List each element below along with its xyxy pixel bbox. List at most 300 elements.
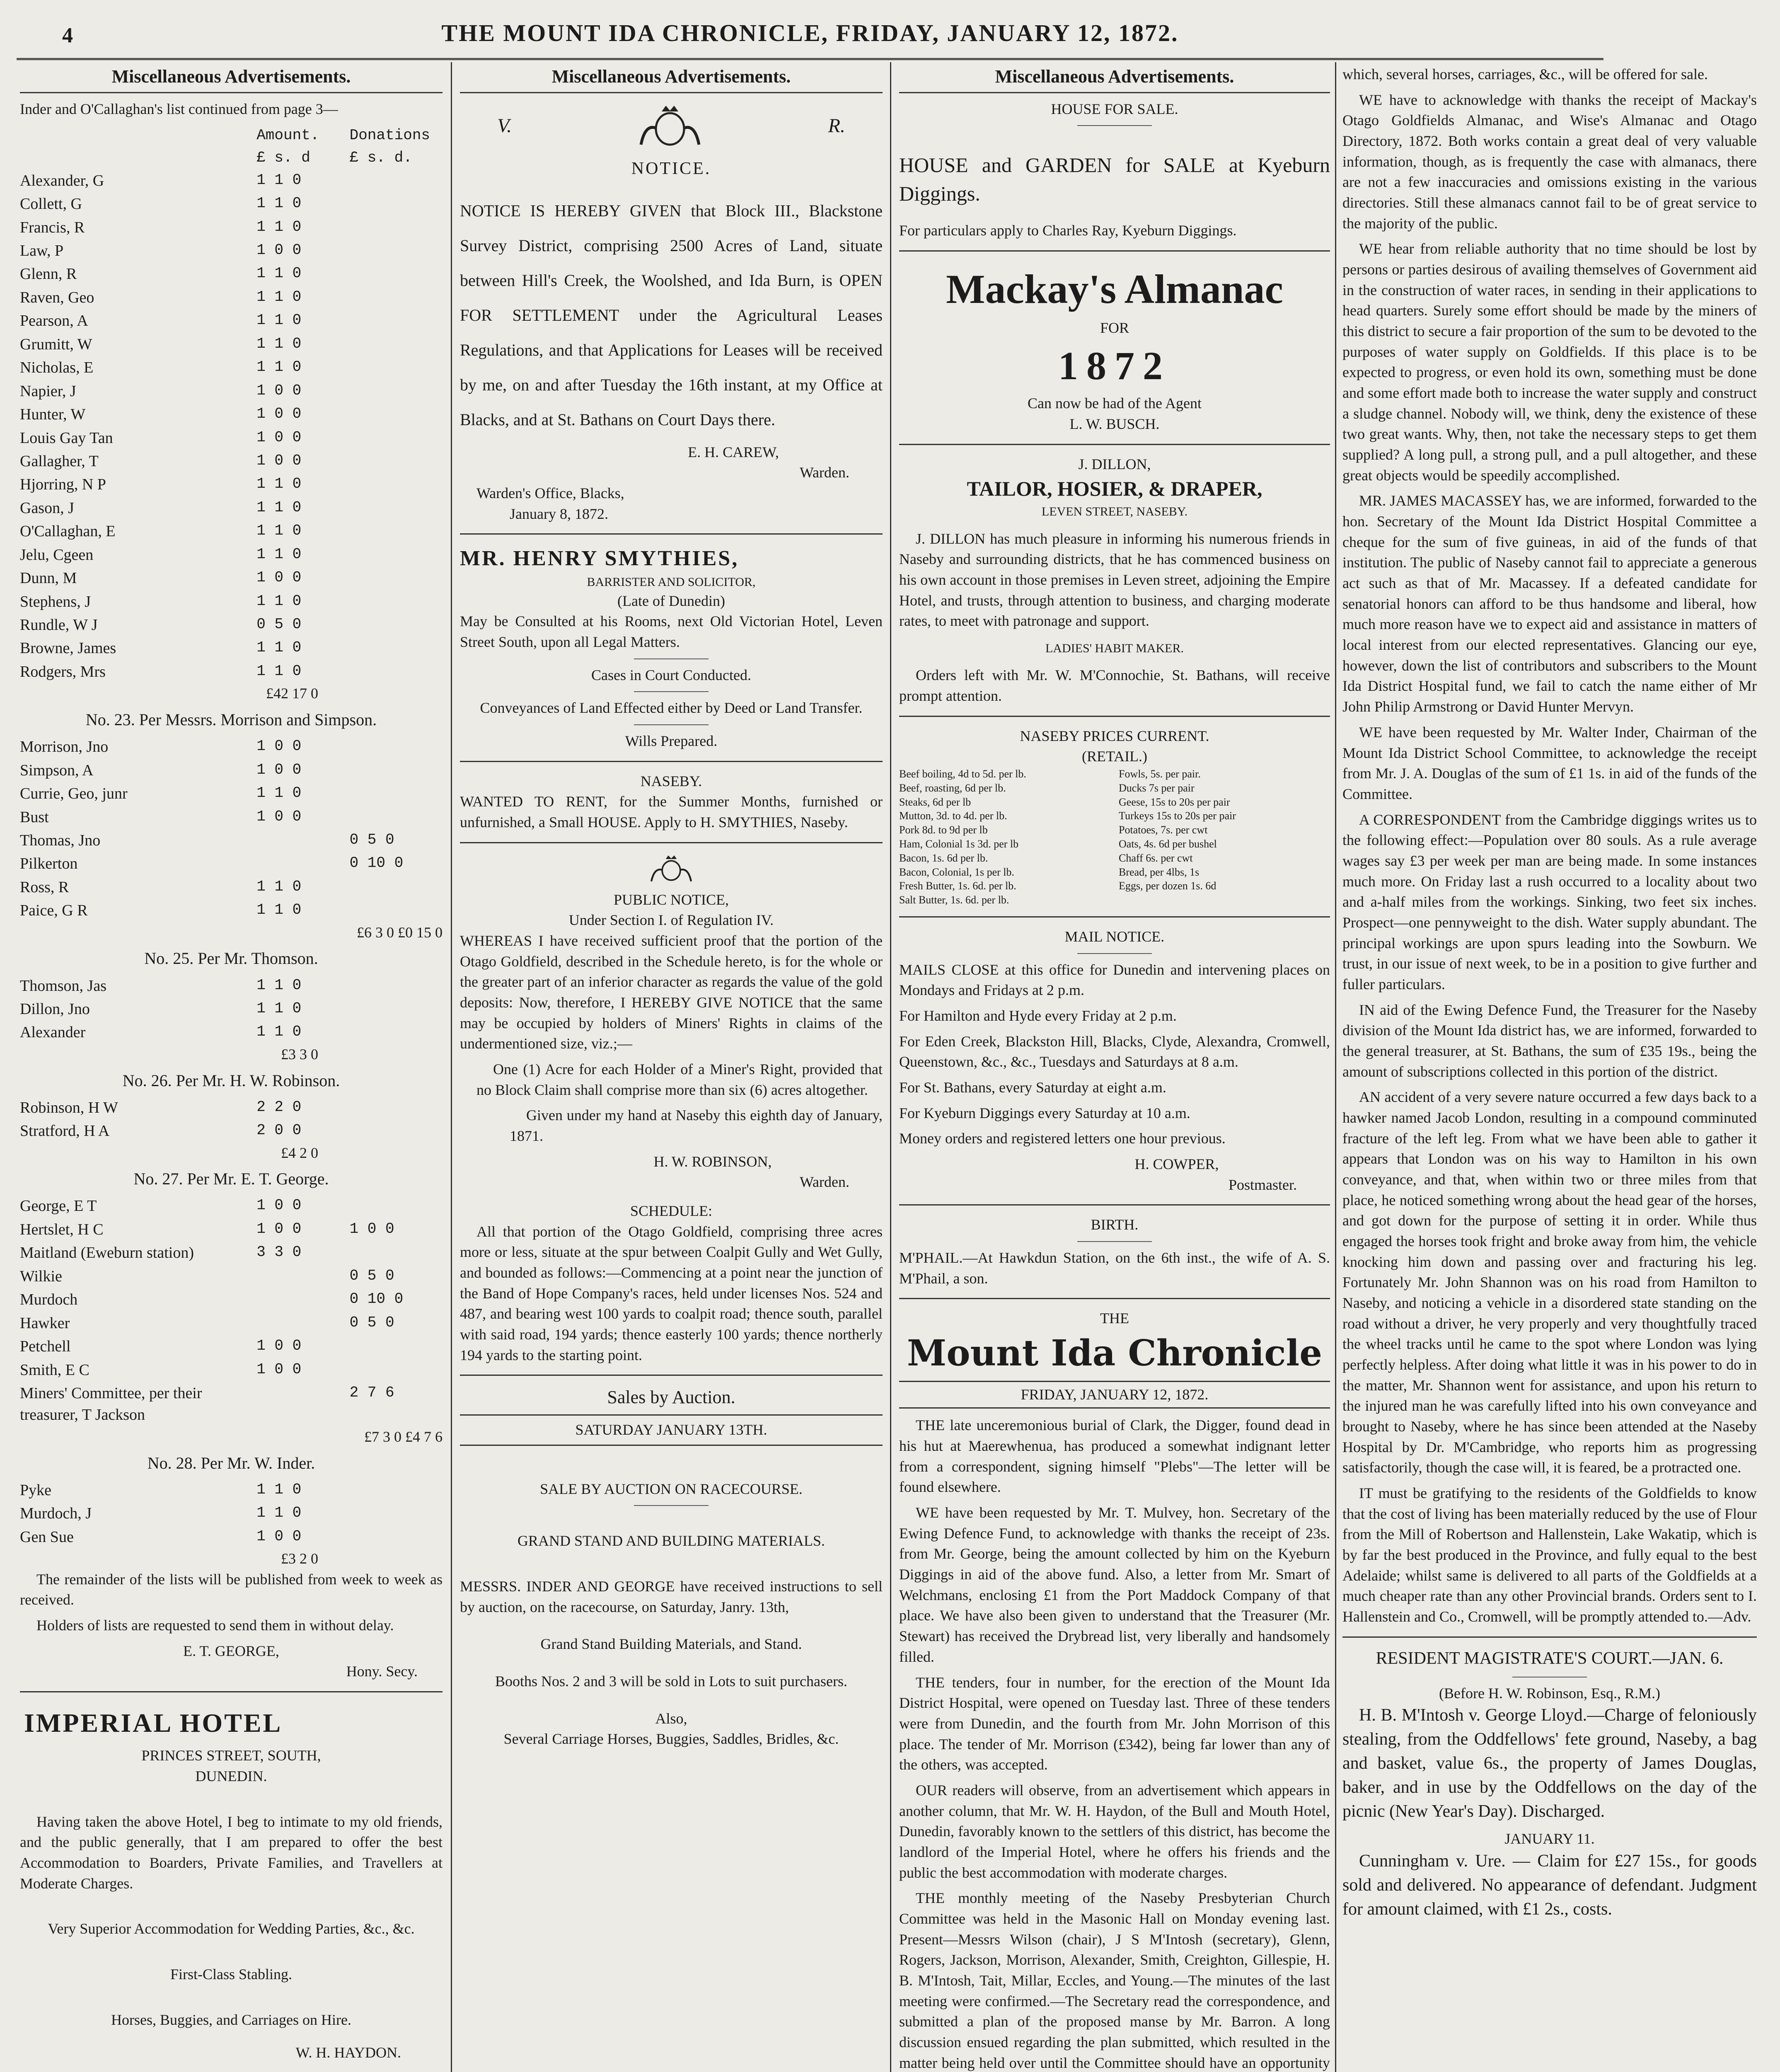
subscriber-donation: 0 5 0 <box>349 1267 394 1284</box>
auction-heading: Sales by Auction. <box>607 1387 735 1408</box>
subscriber-donation <box>350 426 443 450</box>
dillon-street: LEVEN STREET, NASEBY. <box>1041 505 1188 519</box>
subscription-row <box>20 356 443 379</box>
subscriber-amount: 1 0 0 <box>256 808 302 825</box>
almanac-year: 1872 <box>1058 343 1171 388</box>
subscriber-name: Rundle, W J <box>20 616 98 634</box>
list-total: £3 3 0 <box>281 1046 318 1063</box>
masthead <box>17 8 1603 60</box>
mail-line: For Kyeburn Diggings every Saturday at 10 a.m. <box>899 1104 1190 1121</box>
auction-grand-stand: GRAND STAND AND BUILDING MATERIALS. <box>517 1532 825 1549</box>
auction-line: Grand Stand Building Materials, and Stand. <box>540 1636 802 1653</box>
article-paragraph: OUR readers will observe, from an advertisement which appears in another column, that Mr. W. H. Haydon, of the Bull and Mouth Hotel, Dunedin, favorably known to the settlers of this district, has become the landlord of the Imperial Hotel, where he offers his friends and the public the best accommodation with moderate charges. <box>899 1782 1330 1881</box>
hotel-body: Having taken the above Hotel, I beg to intimate to my old friends, and the public generally, that I am prepared to offer the best Accommodation to Boarders, Private Families, and Travellers at Moderate Charges. <box>20 1813 443 1892</box>
mail-line: For Eden Creek, Blackston Hill, Blacks, Clyde, Alexandra, Cromwell, Queenstown, &c., &c., Tuesdays and Saturdays at 8 a.m. <box>899 1033 1330 1070</box>
subscriber-donation <box>350 782 443 805</box>
price-item: Eggs, per dozen 1s. 6d <box>1119 880 1216 892</box>
subscriber-amount: 1 0 0 <box>256 761 302 778</box>
notice-title: NOTICE. <box>631 159 711 178</box>
subscriber-name: Dillon, Jno <box>20 1000 90 1018</box>
subscriber-name: Smith, E C <box>20 1361 89 1379</box>
subscriber-amount: 1 0 0 <box>256 405 302 423</box>
subscriber-donation <box>350 1021 443 1044</box>
subscriber-donation <box>350 262 443 286</box>
subscriber-donation <box>350 1194 443 1218</box>
subscriber-amount: 1 1 0 <box>256 358 302 376</box>
dillon-name: J. DILLON, <box>1078 455 1151 472</box>
price-item: Mutton, 3d. to 4d. per lb. <box>899 810 1007 822</box>
court-before: (Before H. W. Robinson, Esq., R.M.) <box>1439 1685 1660 1702</box>
notice-office: Warden's Office, Blacks, <box>476 485 624 502</box>
court-date: JANUARY 11. <box>1504 1830 1595 1847</box>
subscriber-amount: 1 0 0 <box>256 1527 302 1545</box>
price-item: Chaff 6s. per cwt <box>1119 852 1193 864</box>
list-total: £6 3 0 £0 15 0 <box>357 924 443 941</box>
public-notice-signature: H. W. ROBINSON, <box>653 1153 772 1170</box>
subscriber-donation <box>350 566 443 590</box>
subscription-row <box>20 169 443 192</box>
subscriber-donation <box>350 590 443 613</box>
smythies-line: Cases in Court Conducted. <box>591 666 751 683</box>
smythies-role: BARRISTER AND SOLICITOR, <box>587 575 756 589</box>
subscription-row <box>20 1021 443 1044</box>
list-total: £42 17 0 <box>266 685 318 702</box>
subscriber-amount: 1 0 0 <box>256 428 302 446</box>
subscription-row <box>20 496 443 520</box>
subscriber-amount: 1 0 0 <box>256 1220 302 1237</box>
hotel-street: PRINCES STREET, SOUTH, <box>141 1747 321 1764</box>
subscription-row <box>20 239 443 262</box>
subscription-row <box>20 1382 443 1427</box>
subscription-list <box>20 735 443 922</box>
subscriber-name: O'Callaghan, E <box>20 523 116 540</box>
subscription-row <box>20 735 443 758</box>
mail-signature-title: Postmaster. <box>1228 1176 1297 1193</box>
subscriber-amount: 1 1 0 <box>256 499 302 516</box>
price-item: Steaks, 6d per lb <box>899 796 971 808</box>
subscriber-name: Currie, Geo, junr <box>20 785 128 803</box>
auction-line: Booths Nos. 2 and 3 will be sold in Lots to suit purchasers. <box>495 1673 847 1690</box>
subscription-row <box>20 1502 443 1525</box>
subscriber-name: Browne, James <box>20 639 116 657</box>
subscription-row <box>20 1218 443 1241</box>
subscriber-name: Petchell <box>20 1338 71 1356</box>
hotel-line: Horses, Buggies, and Carriages on Hire. <box>111 2011 351 2028</box>
dillon-body: J. DILLON has much pleasure in informing his numerous friends in Naseby and surrounding districts, that he has commenced business on his own account in those premises in Leven street, adjoining the Empire Hotel, and trusts, through attention to business, and charging moderate rates, to meet with patronage and support. <box>899 530 1330 629</box>
court-case: H. B. M'Intosh v. George Lloyd.—Charge of feloniously stealing, from the Oddfellows' fete ground, Naseby, a bag and basket, value 6s., the property of James Douglas, baker, and in use by the Oddfellows on the day of the picnic (New Year's Day). Discharged. <box>1342 1706 1757 1821</box>
public-notice-body: WHEREAS I have received sufficient proof that the portion of the Otago Goldfield, described in the Schedule hereto, is for the whole or the greater part of an inferior character as regards the value of the gold deposits: Now, therefore, I HEREBY GIVE NOTICE that the same may be occupied by holders of Miners' Rights in claims of the undermentioned size, viz.;— <box>460 932 883 1052</box>
price-item: Ham, Colonial 1s 3d. per lb <box>899 838 1019 850</box>
masthead-title: THE MOUNT IDA CHRONICLE, FRIDAY, JANUARY 12, 1872. <box>441 19 1179 46</box>
subscription-row <box>20 829 443 852</box>
royal-crest-icon <box>633 103 707 149</box>
subscriber-name: Paice, G R <box>20 902 88 920</box>
subscription-row <box>20 660 443 683</box>
subscriber-donation <box>350 543 443 566</box>
price-item: Ducks 7s per pair <box>1119 782 1195 794</box>
subscriber-amount: 1 1 0 <box>256 901 302 919</box>
column-3 <box>899 64 1330 2072</box>
subscriber-donation <box>350 169 443 192</box>
house-apply: For particulars apply to Charles Ray, Kyeburn Diggings. <box>899 222 1237 239</box>
subscription-row <box>20 1312 443 1335</box>
subscriber-donation <box>350 216 443 239</box>
prices-heading: NASEBY PRICES CURRENT. <box>1020 727 1209 744</box>
subscription-row <box>20 1194 443 1218</box>
column-1 <box>20 64 443 2072</box>
subscriber-donation <box>350 403 443 426</box>
subscriber-name: Pearson, A <box>20 312 88 330</box>
schedule-heading: SCHEDULE: <box>630 1202 712 1219</box>
subscriber-name: Dunn, M <box>20 569 77 587</box>
remainder-note: The remainder of the lists will be published from week to week as received. <box>20 1571 443 1608</box>
subscription-table-header: Amount. Donations £ s. d £ s. d. <box>20 124 443 169</box>
article-paragraph: IN aid of the Ewing Defence Fund, the Treasurer for the Naseby division of the Mount Ida district has, we are informed, forwarded to the general treasurer, at St. Bathans, the sum of £35 19s., being the amount of subscriptions collected in this portion of the district. <box>1342 1001 1757 1080</box>
subscriber-name: Stephens, J <box>20 593 91 610</box>
subscription-row <box>20 759 443 782</box>
public-notice-item: One (1) Acre for each Holder of a Miner's Right, provided that no Block Claim shall comprise more than six (6) acres altogether. <box>476 1060 883 1098</box>
prices-right <box>1119 767 1330 907</box>
subscription-row <box>20 782 443 805</box>
public-notice-given: Given under my hand at Naseby this eighth day of January, 1871. <box>510 1107 883 1144</box>
almanac-had: Can now be had of the Agent <box>1028 395 1202 412</box>
house-heading: HOUSE FOR SALE. <box>1051 100 1178 117</box>
subscriber-name: Hawker <box>20 1314 70 1332</box>
paper-date: FRIDAY, JANUARY 12, 1872. <box>1021 1386 1209 1403</box>
subscription-row <box>20 852 443 875</box>
dillon-trade: TAILOR, HOSIER, & DRAPER, <box>967 477 1262 501</box>
subscriber-amount: 3 3 0 <box>256 1244 302 1261</box>
auction-also: Also, <box>655 1710 687 1727</box>
price-item: Bread, per 4lbs, 1s <box>1119 866 1200 878</box>
subscriber-donation <box>350 876 443 899</box>
article-paragraph: WE have to acknowledge with thanks the receipt of Mackay's Otago Goldfields Almanac, and Wise's Almanac and Otago Directory, 1872. Both works contain a great deal of very valuable information, though, as is frequently the case with almanacs, there are not a few inaccuracies and omissions existing in the various directories. Still these almanacs cannot fail to be of great service to the majority of the public. <box>1342 91 1757 232</box>
column-4 <box>1342 64 1757 2072</box>
hotel-city: DUNEDIN. <box>195 1768 267 1785</box>
birth-body: M'PHAIL.—At Hawkdun Station, on the 6th inst., the wife of A. S. M'Phail, a son. <box>899 1249 1330 1287</box>
subscriber-donation <box>350 239 443 262</box>
subscriber-amount: 1 1 0 <box>256 522 302 540</box>
price-item: Oats, 4s. 6d per bushel <box>1119 838 1217 850</box>
subscriber-name: Collett, G <box>20 195 82 213</box>
subscription-row <box>20 286 443 309</box>
subscriber-donation: 0 5 0 <box>349 831 394 848</box>
subscription-row <box>20 1358 443 1382</box>
subscription-list <box>20 1194 443 1426</box>
price-item: Salt Butter, 1s. 6d. per lb. <box>899 894 1009 906</box>
mail-signature: H. COWPER, <box>1134 1156 1219 1173</box>
subscriber-amount: 1 0 0 <box>256 1360 302 1378</box>
smythies-line: Conveyances of Land Effected either by Deed or Land Transfer. <box>480 700 863 716</box>
subscriber-donation: 0 5 0 <box>349 1314 394 1331</box>
subscriber-amount: 1 1 0 <box>256 171 302 189</box>
subscription-row <box>20 1265 443 1288</box>
subscriber-amount: 1 1 0 <box>256 475 302 493</box>
subscription-row <box>20 1241 443 1264</box>
subscriber-name: Maitland (Eweburn station) <box>20 1244 194 1262</box>
public-notice-sub: Under Section I. of Regulation IV. <box>568 912 774 929</box>
almanac-title: Mackay's Almanac <box>946 266 1283 312</box>
court-case: Cunningham v. Ure. — Claim for £27 15s., for goods sold and delivered. No appearance of defendant. Judgment for amount claimed, with £1 2s., costs. <box>1342 1851 1757 1919</box>
subscriber-name: Alexander, G <box>20 172 104 189</box>
price-item: Bacon, 1s. 6d per lb. <box>899 852 988 864</box>
subscription-row <box>20 1096 443 1119</box>
subscription-list <box>20 1479 443 1549</box>
article-paragraph: THE tenders, four in number, for the erection of the Mount Ida District Hospital, were opened on Tuesday last. Three of these tenders were from Dunedin, and the fourth from Mr. John Morrison of this place. The tender of Mr. Morrison (£342), being far lower than any of the others, was accepted. <box>899 1674 1330 1773</box>
subscriber-amount: 0 5 0 <box>256 616 302 633</box>
subscriber-donation <box>350 356 443 379</box>
price-item: Pork 8d. to 9d per lb <box>899 824 988 836</box>
subscriber-name: Robinson, H W <box>20 1099 118 1116</box>
subscriber-amount: 1 1 0 <box>256 195 302 212</box>
auction-date: SATURDAY JANUARY 13TH. <box>575 1421 767 1438</box>
subscriber-donation <box>350 637 443 660</box>
list-intro: Inder and O'Callaghan's list continued from page 3— <box>20 100 338 117</box>
subscriber-donation <box>350 1096 443 1119</box>
subscriber-donation: 0 10 0 <box>349 854 404 872</box>
subscription-row <box>20 1119 443 1143</box>
subscriber-name: Gen Sue <box>20 1528 74 1546</box>
subscriber-name: Napier, J <box>20 382 76 400</box>
public-notice-signature-title: Warden. <box>799 1174 849 1191</box>
subscriber-donation <box>350 1358 443 1382</box>
subscriber-donation <box>350 759 443 782</box>
list-total: £3 2 0 <box>281 1550 318 1567</box>
column-heading: Miscellaneous Advertisements. <box>20 64 443 93</box>
subscription-row <box>20 566 443 590</box>
subscription-row <box>20 637 443 660</box>
page-number: 4 <box>62 24 74 47</box>
subscriber-donation <box>350 613 443 637</box>
subscriber-amount: 1 0 0 <box>256 242 302 259</box>
smythies-title: MR. HENRY SMYTHIES, <box>460 547 739 571</box>
subscriber-name: Law, P <box>20 242 64 260</box>
column-2 <box>460 64 883 2072</box>
notice-body: NOTICE IS HEREBY GIVEN that Block III., Blackstone Survey District, comprising 2500 Acres of Land, situate between Hill's Creek, the Woolshed, and Ida Burn, is OPEN FOR SETTLEMENT under the Agricultural Leases Regulations, and that Applications for Leases will be received by me, on and after Tuesday the 16th instant, at my Office at Blacks, and at St. Bathans on Court Days there. <box>460 201 883 429</box>
subscription-row <box>20 613 443 637</box>
subscription-row <box>20 1288 443 1311</box>
almanac-for: FOR <box>1100 320 1129 336</box>
article-paragraph: WE hear from reliable authority that no time should be lost by persons or parties desirous of availing themselves of Government aid in the construction of water races, in sending in their applications to head quarters. Surely some effort should be made by the miners of this district to secure a fair proportion of the sum to be devoted to the purposes of water supply on Goldfields. If this place is to be expected to progress, or even hold its own, something must be done and some effort made both to increase the water supply and construct a sludge channel. Nobody will, we think, deny the existence of these two great wants. Why, then, not take the necessary steps to get them supplied? A long pull, a strong pull, and a pull altogether, and these great objects would be speedily accomplished. <box>1342 240 1757 484</box>
subscriber-donation <box>350 660 443 683</box>
subscription-row <box>20 806 443 829</box>
article-paragraph: WE have been requested by Mr. T. Mulvey, hon. Secretary of the Ewing Defence Fund, to acknowledge with thanks the receipt of 23s. from Mr. George, being the amount collected by him on the Kyeburn Diggings in aid of the above fund. Also, a letter from Mr. Smart of Welchmans, enclosing £1 from the Port Maddock Company of that place. We have also been given to understand that the Treasurer (Mr. Stewart) has received the Drybread list, very liberally and handsomely filled. <box>899 1504 1330 1665</box>
subscription-row <box>20 543 443 566</box>
subscriber-name: Hunter, W <box>20 406 86 424</box>
price-item: Turkeys 15s to 20s per pair <box>1119 810 1236 822</box>
list-total: £4 2 0 <box>281 1144 318 1161</box>
dillon-habit: LADIES' HABIT MAKER. <box>1045 641 1184 655</box>
subscription-list <box>20 974 443 1044</box>
auction-body: MESSRS. INDER AND GEORGE have received instructions to sell by auction, on the racecourse, on Saturday, Janry. 13th, <box>460 1578 883 1615</box>
article-paragraph: IT must be gratifying to the residents of the Goldfields to know that the cost of living has been materially reduced by the use of Flour from the Mill of Robertson and Hallenstein, Lake Wakatip, which is by far the best produced in the Province, and fully equal to the best Adelaide; whilst same is delivered to all parts of the Goldfields at a much cheaper rate than any other Provincial brands. Orders sent to I. Hallenstein and Co., Cromwell, will be promptly attended to.—Adv. <box>1342 1485 1757 1625</box>
subscriber-name: Murdoch <box>20 1291 78 1309</box>
subscriber-amount <box>256 852 349 875</box>
signature-title: Hony. Secy. <box>346 1663 418 1680</box>
wanted-body: WANTED TO RENT, for the Summer Months, furnished or unfurnished, a Small HOUSE. Apply to H. SMYTHIES, Naseby. <box>460 793 883 830</box>
subscriber-amount <box>256 829 349 852</box>
subscriber-amount: 1 0 0 <box>256 1337 302 1355</box>
subscriber-donation: 0 10 0 <box>349 1290 404 1308</box>
subscriber-amount: 1 0 0 <box>256 452 302 469</box>
subscription-row <box>20 333 443 356</box>
subscriber-donation <box>350 496 443 520</box>
mail-line: MAILS CLOSE at this office for Dunedin and intervening places on Mondays and Fridays at 2 p.m. <box>899 961 1330 999</box>
amount-header: Amount. <box>256 127 319 144</box>
subscriber-name: Grumitt, W <box>20 335 92 353</box>
subscriber-donation <box>350 309 443 332</box>
subscriber-name: Pilkerton <box>20 855 78 873</box>
subscriber-amount <box>256 1312 349 1335</box>
subscriber-amount: 1 1 0 <box>256 878 302 895</box>
subscription-row <box>20 1479 443 1502</box>
subscription-row <box>20 876 443 899</box>
column-rule <box>1335 62 1336 2072</box>
subscriber-amount: 1 1 0 <box>256 976 302 994</box>
subscriber-name: Thomas, Jno <box>20 831 101 849</box>
subscription-row <box>20 473 443 496</box>
list-heading: No. 25. Per Mr. Thomson. <box>144 949 318 968</box>
subscription-row <box>20 262 443 286</box>
signature-name: E. T. GEORGE, <box>183 1642 279 1659</box>
price-item: Fresh Butter, 1s. 6d. per lb. <box>899 880 1016 892</box>
price-item: Beef boiling, 4d to 5d. per lb. <box>899 768 1026 780</box>
subscriber-amount <box>256 1265 349 1288</box>
smythies-late: (Late of Dunedin) <box>617 592 725 609</box>
public-notice-title: PUBLIC NOTICE, <box>614 891 729 908</box>
hotel-line: Very Superior Accommodation for Wedding Parties, &c., &c. <box>48 1920 415 1937</box>
subscriber-amount: 1 0 0 <box>256 738 302 755</box>
subscriber-donation <box>350 192 443 215</box>
subscriber-amount: 1 1 0 <box>256 288 302 305</box>
royal-crest-icon <box>634 852 709 886</box>
subscriber-name: Simpson, A <box>20 761 94 779</box>
subscription-row <box>20 426 443 450</box>
mail-line: Money orders and registered letters one hour previous. <box>899 1130 1226 1147</box>
article-paragraph: WE have been requested by Mr. Walter Inder, Chairman of the Mount Ida District School Committee, to acknowledge the receipt from Mr. J. A. Douglas of the sum of £1 1s. in aid of the funds of the Committee. <box>1342 724 1757 802</box>
price-item: Geese, 15s to 20s per pair <box>1119 796 1230 808</box>
notice-date: January 8, 1872. <box>510 505 608 522</box>
subscriber-donation <box>350 1502 443 1525</box>
prices-subheading: (RETAIL.) <box>1081 748 1148 765</box>
subscriber-name: George, E T <box>20 1197 97 1215</box>
subscriber-donation <box>350 380 443 403</box>
subscriber-donation: 1 0 0 <box>349 1220 394 1237</box>
hotel-line: First-Class Stabling. <box>170 1966 293 1983</box>
subscription-list <box>20 1096 443 1143</box>
list-heading: No. 27. Per Mr. E. T. George. <box>133 1169 329 1188</box>
subscriber-donation <box>350 473 443 496</box>
subscriber-amount: 1 1 0 <box>256 1481 302 1498</box>
column-heading: Miscellaneous Advertisements. <box>460 64 883 93</box>
subscriber-amount: 1 1 0 <box>256 335 302 352</box>
subscriber-amount: 1 0 0 <box>256 1197 302 1214</box>
price-item: Beef, roasting, 6d per lb. <box>899 782 1006 794</box>
price-item: Potatoes, 7s. per cwt <box>1119 824 1208 836</box>
list-heading: No. 26. Per Mr. H. W. Robinson. <box>122 1071 340 1090</box>
auction-racecourse: SALE BY AUCTION ON RACECOURSE. <box>540 1480 803 1497</box>
dillon-orders: Orders left with Mr. W. M'Connochie, St. Bathans, will receive prompt attention. <box>899 667 1330 704</box>
subscriber-name: Thomson, Jas <box>20 977 106 995</box>
subscriber-amount <box>256 1288 349 1311</box>
list-total: £7 3 0 £4 7 6 <box>364 1428 443 1445</box>
subscriber-name: Jelu, Cgeen <box>20 546 94 564</box>
mail-line: For St. Bathans, every Saturday at eight a.m. <box>899 1079 1166 1096</box>
article-paragraph: A CORRESPONDENT from the Cambridge diggings writes us to the following effect:—Population over 80 souls. As a rule average wages say £3 per week per man are being made. In some instances much more. On Friday last a rush occurred to a locality about two and a-half miles from the workings. Sinking, two feet six inches. Prospect—one pennyweight to the dish. Water supply abundant. The principal workings are upon spurs leading into the Sowburn. We trust, in our issue of next week, to be in a position to give further and fuller particulars. <box>1342 811 1757 992</box>
subscription-list <box>20 169 443 684</box>
article-paragraph: AN accident of a very severe nature occurred a few days back to a hawker named Jacob London, resulting in a compound comminuted fracture of the left leg. From what we have been able to gather it appears that London was on his way to Hamilton in his own conveyance, and that, when within two or three miles from that place, he noticed something wrong about the head gear of the horses, and got down for the purpose of setting it in order. While thus engaged the horses took fright and broke away from him, the vehicle knocking him down and passing over and fracturing his leg. Fortunately Mr. John Shannon was on his road from Hamilton to Naseby, and noticing a vehicle in a disordered state standing on the road without a driver, he very properly and very thoughtfully traced the wheel tracks until he came to the spot where London was lying perfectly helpless. After doing what little it was in his power to do in the matter, Mr. Shannon went for assistance, and upon his return to the injured man he was carefully lifted into his own conveyance and brought to Naseby, where he has since been attended at the Naseby Hospital by Dr. M'Cambridge, who reports him as progressing satisfactorily, though the case will, it is feared, be a protracted one. <box>1342 1089 1757 1476</box>
subscriber-amount: 1 0 0 <box>256 569 302 586</box>
subscription-row <box>20 1525 443 1549</box>
subscriber-amount: 1 1 0 <box>256 639 302 656</box>
subscriber-amount: 1 0 0 <box>256 382 302 399</box>
subscriber-donation <box>350 1119 443 1143</box>
subscriber-name: Miners' Committee, per their treasurer, T Jackson <box>20 1384 202 1424</box>
schedule-body: All that portion of the Otago Goldfield, comprising three acres more or less, situate at the spur between Coalpit Gully and Wet Gully, and bounded as follows:—Commencing at a point near the junction of the Band of Hope Company's races, held under licenses Nos. 524 and 487, and bearing west 100 yards to coalpit road; thence south, parallel with said road, 194 yards; thence easterly 100 yards; thence northerly 194 yards to the starting point. <box>460 1223 883 1363</box>
subscriber-amount: 1 1 0 <box>256 784 302 802</box>
subscriber-amount: 1 1 0 <box>256 312 302 329</box>
article-paragraph: THE late unceremonious burial of Clark, the Digger, found dead in his hut at Maerewhenua, has produced a somewhat indignant letter from a correspondent, signing himself "Plebs"—The letter will be found elsewhere. <box>899 1417 1330 1496</box>
notice-signature: E. H. CAREW, <box>688 443 779 460</box>
subscription-row <box>20 1335 443 1358</box>
subscriber-donation <box>350 1335 443 1358</box>
subscriber-name: Louis Gay Tan <box>20 429 113 447</box>
subscriber-amount: 1 1 0 <box>256 545 302 563</box>
subscriber-name: Rodgers, Mrs <box>20 663 106 680</box>
smythies-line: Wills Prepared. <box>625 732 718 749</box>
subscription-row <box>20 309 443 332</box>
list-heading: No. 23. Per Messrs. Morrison and Simpson. <box>85 710 377 729</box>
subscriber-name: Stratford, H A <box>20 1122 110 1140</box>
subscriber-name: Nicholas, E <box>20 359 94 377</box>
subscriber-donation <box>350 450 443 473</box>
subscription-row <box>20 216 443 239</box>
naseby-heading: NASEBY. <box>640 772 702 789</box>
prices-table <box>899 767 1330 907</box>
donations-header: Donations <box>349 127 430 144</box>
subscriber-name: Morrison, Jno <box>20 738 109 756</box>
subscriber-donation <box>350 899 443 922</box>
subscriber-name: Ross, R <box>20 878 69 896</box>
column-rule <box>451 62 452 2072</box>
subscriber-donation <box>350 1525 443 1549</box>
subscriber-amount: 1 1 0 <box>256 265 302 282</box>
prices-left <box>899 767 1110 907</box>
paper-the: THE <box>1100 1310 1129 1327</box>
auction-line: Several Carriage Horses, Buggies, Saddles, Bridles, &c. <box>503 1731 839 1748</box>
holders-note: Holders of lists are requested to send them in without delay. <box>36 1617 394 1634</box>
subscriber-name: Murdoch, J <box>20 1505 92 1523</box>
subscription-row <box>20 403 443 426</box>
mail-line: For Hamilton and Hyde every Friday at 2 p.m. <box>899 1007 1177 1024</box>
subscriber-name: Gallagher, T <box>20 452 99 470</box>
house-body: HOUSE and GARDEN for SALE at Kyeburn Diggings. <box>899 153 1330 206</box>
column-heading: Miscellaneous Advertisements. <box>899 64 1330 93</box>
subscription-row <box>20 520 443 543</box>
price-item: Fowls, 5s. per pair. <box>1119 768 1201 780</box>
subscriber-name: Hjorring, N P <box>20 476 106 494</box>
article-paragraph: THE monthly meeting of the Naseby Presbyterian Church Committee was held in the Masonic Hall on Monday evening last. Present—Messrs Wilson (chair), J S M'Intosh (secretary), Glenn, Rogers, Jackson, Morrison, Alexander, Smith, Creighton, Gillespie, H. B. M'Intosh, Tait, Millar, Eccles, and Young.—The minutes of the last meeting were confirmed.—The Secretary read the correspondence, and submitted a plan of the proposed manse by Mr. Barron. A long discussion ensued regarding the plan submitted, which resulted in the matter being held over until the Committee should have an opportunity <box>899 1890 1330 2071</box>
subscriber-donation <box>350 286 443 309</box>
subscription-row <box>20 450 443 473</box>
price-item: Bacon, Colonial, 1s per lb. <box>899 866 1015 878</box>
subscriber-name: Pyke <box>20 1481 51 1499</box>
subscription-row <box>20 974 443 997</box>
subscriber-amount: 1 1 0 <box>256 592 302 610</box>
subscriber-name: Gason, J <box>20 499 74 517</box>
paper-title: Mount Ida Chronicle <box>907 1332 1322 1375</box>
subscriber-name: Wilkie <box>20 1267 62 1285</box>
